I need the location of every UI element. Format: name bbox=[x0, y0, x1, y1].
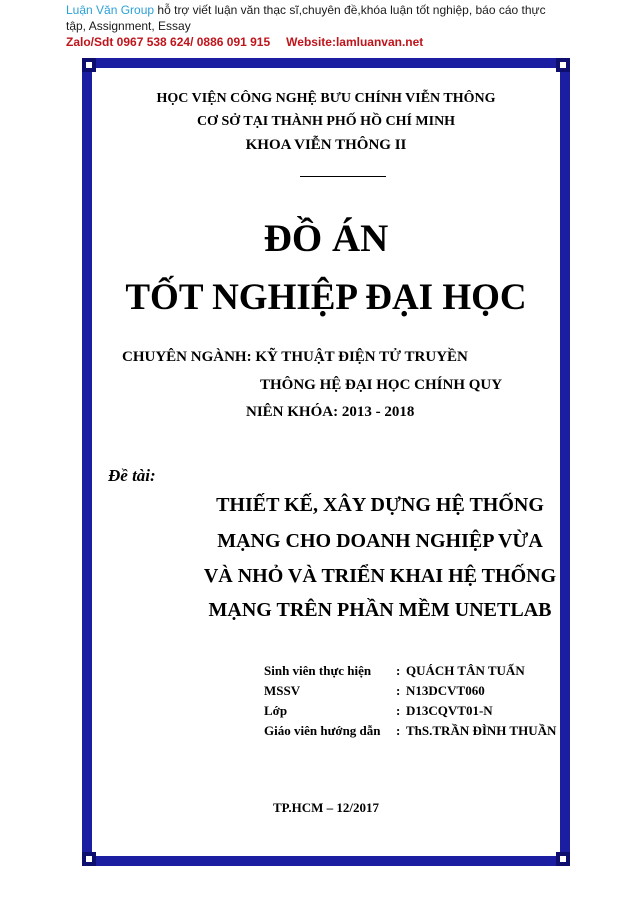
place-date: TP.HCM – 12/2017 bbox=[272, 800, 380, 815]
divider bbox=[300, 176, 386, 177]
major-line-1: CHUYÊN NGÀNH: KỸ THUẬT ĐIỆN TỬ TRUYỀN bbox=[122, 349, 468, 365]
topic-line-3: VÀ NHỎ VÀ TRIỂN KHAI HỆ THỐNG bbox=[203, 565, 557, 587]
info-value: N13DCVT060 bbox=[406, 683, 485, 698]
promo-contact-line bbox=[66, 34, 586, 50]
info-separator: : bbox=[396, 703, 401, 718]
institution-name: HỌC VIỆN CÔNG NGHỆ BƯU CHÍNH VIỄN THÔNG bbox=[156, 91, 496, 106]
institution-branch: CƠ SỞ TẠI THÀNH PHỐ HỒ CHÍ MINH bbox=[196, 114, 456, 129]
info-value: D13CQVT01-N bbox=[406, 703, 493, 718]
corner-ornament-bottom-right bbox=[556, 852, 570, 866]
info-label: MSSV bbox=[264, 683, 301, 698]
info-label: Sinh viên thực hiện bbox=[264, 663, 372, 678]
promo-header bbox=[66, 2, 586, 50]
info-separator: : bbox=[396, 723, 401, 738]
faculty-name: KHOA VIỄN THÔNG II bbox=[245, 137, 407, 153]
academic-year: NIÊN KHÓA: 2013 - 2018 bbox=[246, 404, 415, 420]
info-label: Giáo viên hướng dẫn bbox=[264, 723, 381, 738]
promo-contact: Zalo/Sdt 0967 538 624/ 0886 091 915 bbox=[66, 35, 271, 49]
promo-website-link[interactable]: Website:lamluanvan.net bbox=[286, 35, 424, 49]
corner-ornament-bottom-left bbox=[82, 852, 96, 866]
info-row-mssv bbox=[264, 681, 556, 701]
promo-brand[interactable]: Luận Văn Group bbox=[66, 3, 155, 17]
info-separator: : bbox=[396, 683, 401, 698]
doc-title-line-2: TỐT NGHIỆP ĐẠI HỌC bbox=[125, 277, 527, 318]
promo-line-2: tập, Assignment, Essay bbox=[66, 19, 191, 33]
info-row-advisor bbox=[264, 721, 556, 741]
major-line-2: THÔNG HỆ ĐẠI HỌC CHÍNH QUY bbox=[260, 377, 503, 393]
promo-text-1: hỗ trợ viết luận văn thạc sĩ,chuyên đề,khóa luận tốt nghiệp, báo cáo thực bbox=[157, 3, 546, 17]
info-row-class bbox=[264, 701, 556, 721]
info-row-student bbox=[264, 661, 556, 681]
topic-label: Đề tài: bbox=[108, 466, 156, 485]
doc-title-line-1: ĐỒ ÁN bbox=[263, 217, 389, 260]
promo-line-1 bbox=[66, 2, 586, 18]
topic-line-1: THIẾT KẾ, XÂY DỰNG HỆ THỐNG bbox=[216, 494, 544, 516]
info-separator: : bbox=[396, 663, 401, 678]
corner-ornament-top-right bbox=[556, 58, 570, 72]
student-info bbox=[264, 661, 556, 741]
topic-line-2: MẠNG CHO DOANH NGHIỆP VỪA bbox=[217, 530, 543, 552]
corner-ornament-top-left bbox=[82, 58, 96, 72]
info-value: QUÁCH TÂN TUẤN bbox=[406, 663, 525, 678]
info-value: ThS.TRẦN ĐÌNH THUẦN bbox=[406, 723, 557, 738]
info-label: Lớp bbox=[264, 703, 288, 718]
topic-line-4: MẠNG TRÊN PHẦN MỀM UNETLAB bbox=[208, 599, 552, 621]
